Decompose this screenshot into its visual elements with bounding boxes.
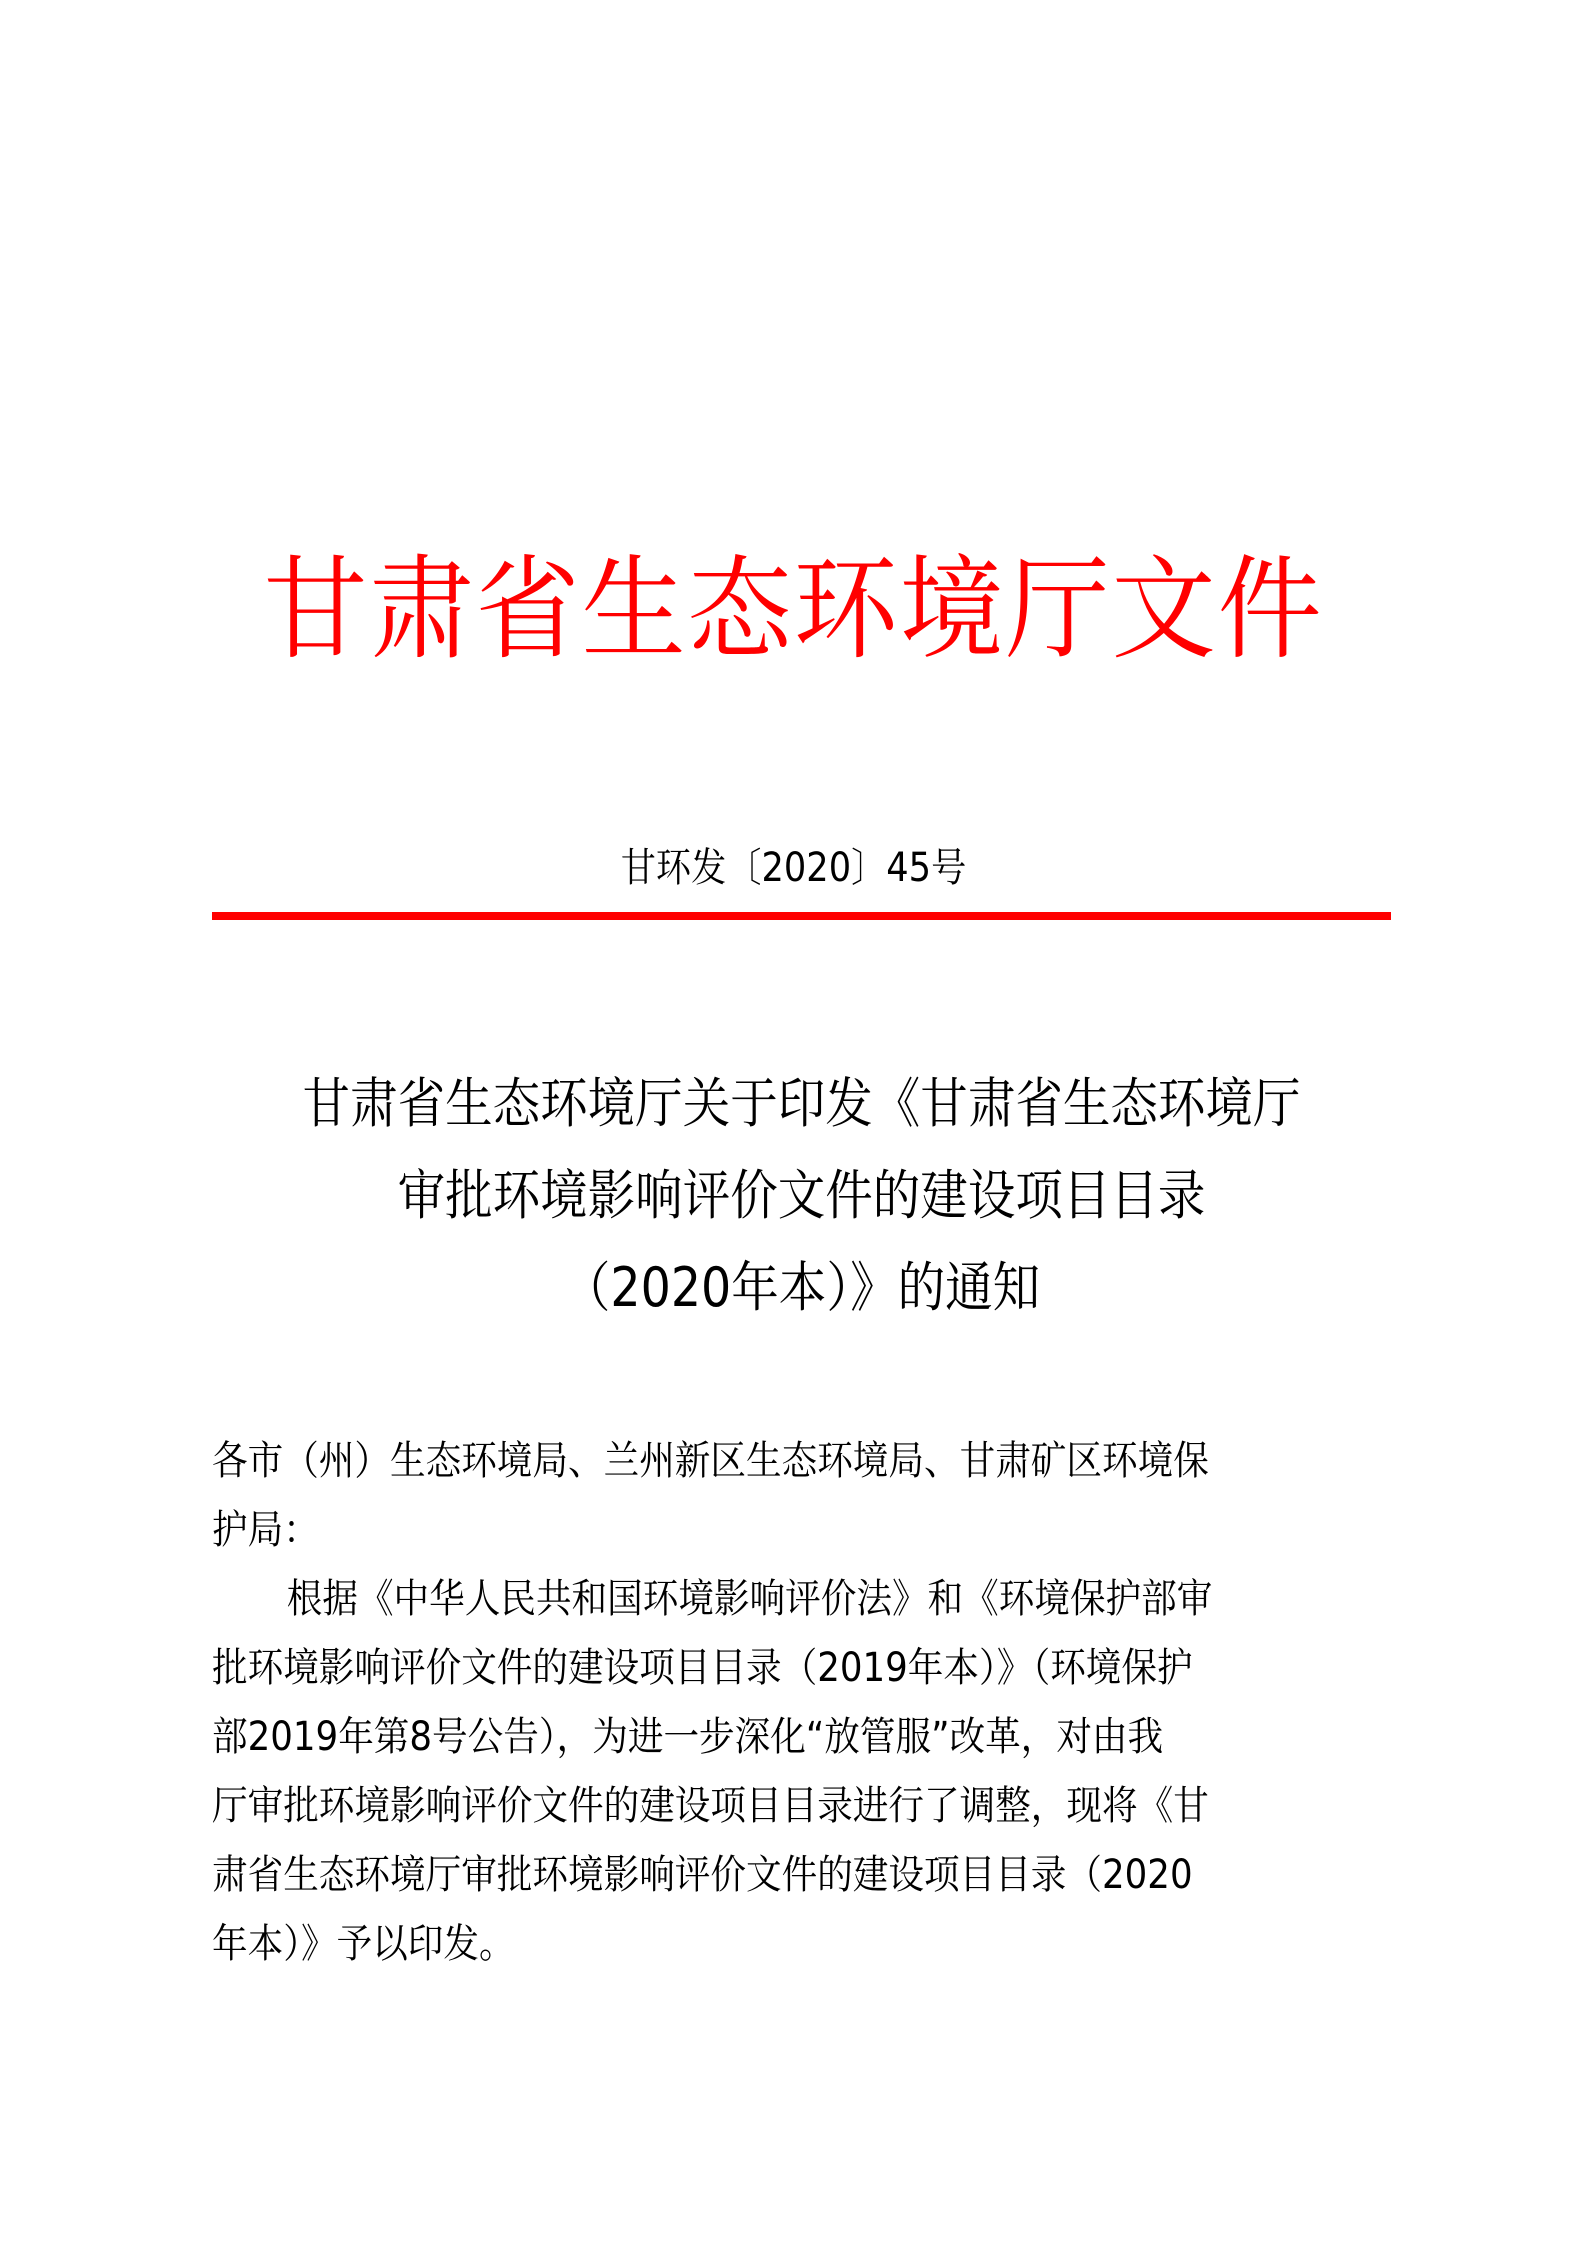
- document-masthead: 甘肃省生态环境厅文件: [263, 545, 1324, 675]
- salutation-line: 护局：: [212, 1507, 319, 1553]
- title-line: 审批环境影响评价文件的建设项目目录: [397, 1164, 1206, 1227]
- body-paragraph-line: 肃省生态环境厅审批环境影响评价文件的建设项目目录（2020: [212, 1852, 1193, 1898]
- red-divider-rule: [212, 912, 1391, 920]
- body-paragraph-line: 厅审批环境影响评价文件的建设项目目录进行了调整，现将《甘: [212, 1783, 1209, 1829]
- title-line: （2020年本）》的通知: [562, 1256, 1041, 1319]
- body-paragraph-line: 年本）》予以印发。: [212, 1921, 515, 1967]
- body-paragraph-line: 根据《中华人民共和国环境影响评价法》和《环境保护部审: [286, 1576, 1213, 1622]
- body-paragraph-line: 部2019年第8号公告），为进一步深化“放管服”改革，对由我: [212, 1714, 1164, 1760]
- document-body: [212, 1427, 1391, 1979]
- document-title: [212, 1058, 1391, 1334]
- body-paragraph-line: 批环境影响评价文件的建设项目目录（2019年本）》（环境保护: [212, 1645, 1193, 1691]
- title-line: 甘肃省生态环境厅关于印发《甘肃省生态环境厅: [302, 1072, 1301, 1135]
- salutation-line: 各市（州）生态环境局、兰州新区生态环境局、甘肃矿区环境保: [212, 1438, 1209, 1484]
- document-number: 甘环发〔2020〕45号: [620, 845, 967, 891]
